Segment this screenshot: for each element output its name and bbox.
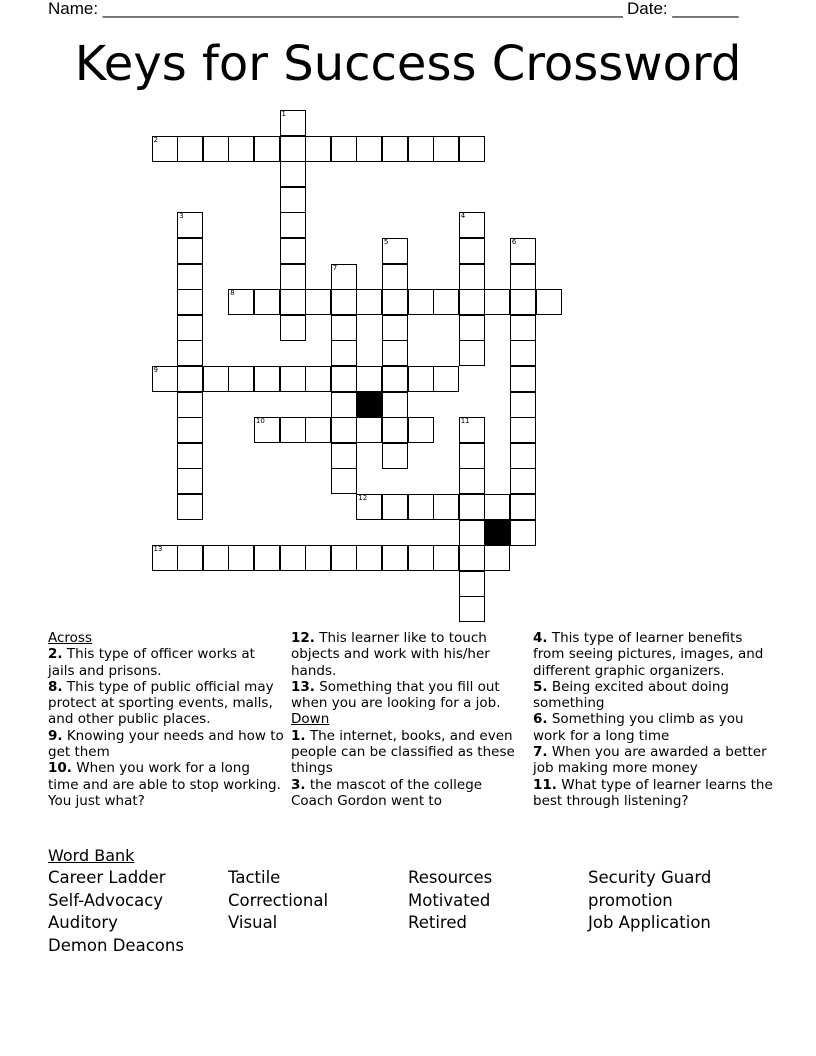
crossword-cell[interactable] [510, 366, 536, 392]
crossword-cell[interactable] [331, 545, 357, 571]
crossword-cell[interactable] [177, 238, 203, 264]
clue-number: 4. [533, 630, 548, 646]
crossword-cell[interactable] [356, 417, 382, 443]
crossword-cell[interactable] [510, 443, 536, 469]
crossword-cell[interactable] [433, 289, 459, 315]
crossword-cell[interactable] [459, 212, 485, 238]
crossword-cell[interactable] [280, 110, 306, 136]
crossword-cell[interactable] [459, 136, 485, 162]
crossword-cell[interactable] [459, 468, 485, 494]
crossword-cell[interactable] [177, 545, 203, 571]
crossword-cell[interactable] [331, 392, 357, 418]
crossword-cell[interactable] [433, 494, 459, 520]
crossword-cell[interactable] [305, 366, 331, 392]
crossword-cell[interactable] [177, 264, 203, 290]
word-bank-item: Self-Advocacy [48, 890, 164, 910]
clue-number: 3. [291, 776, 306, 793]
crossword-cell[interactable] [510, 238, 536, 264]
crossword-cell[interactable] [177, 443, 203, 469]
crossword-cell[interactable] [280, 161, 306, 187]
crossword-cell[interactable] [203, 366, 229, 392]
crossword-cell[interactable] [459, 289, 485, 315]
crossword-cell[interactable] [203, 545, 229, 571]
clue-number: 5. [533, 678, 548, 695]
clues-column-1 [48, 630, 284, 809]
crossword-cell[interactable] [305, 136, 331, 162]
crossword-cell[interactable] [331, 315, 357, 341]
clue-down-11 [533, 777, 773, 810]
cell-number: 5 [383, 237, 389, 246]
crossword-cell[interactable] [152, 366, 178, 392]
crossword-cell[interactable] [433, 545, 459, 571]
clues-column-2 [291, 630, 525, 809]
crossword-cell[interactable] [510, 392, 536, 418]
clue-across-2 [48, 646, 284, 679]
clue-across-8 [48, 679, 284, 728]
crossword-cell[interactable] [408, 289, 434, 315]
crossword-cell[interactable] [459, 520, 485, 546]
crossword-cell[interactable] [408, 494, 434, 520]
clue-across-12 [291, 630, 525, 679]
crossword-cell[interactable] [382, 238, 408, 264]
clue-down-7 [533, 744, 773, 777]
clue-text: What type of learner learns the best through listening? [533, 776, 773, 809]
word-bank-item: Tactile [228, 868, 281, 887]
cell-number: 12 [358, 493, 368, 502]
clue-text: This learner like to touch objects and work with his/her hands. [291, 630, 490, 679]
cell-number: 3 [179, 212, 184, 221]
crossword-cell[interactable] [459, 238, 485, 264]
crossword-cell[interactable] [280, 315, 306, 341]
crossword-cell[interactable] [305, 417, 331, 443]
crossword-cell[interactable] [254, 289, 280, 315]
crossword-cell[interactable] [356, 366, 382, 392]
crossword-cell[interactable] [280, 238, 306, 264]
clue-across-9 [48, 728, 284, 761]
clue-text: The internet, books, and even people can be classified as these things [291, 727, 515, 777]
clue-text: This type of officer works at jails and prisons. [48, 646, 255, 679]
crossword-cell[interactable] [152, 136, 178, 162]
black-cell [356, 392, 382, 418]
cell-number: 4 [460, 212, 466, 221]
crossword-cell[interactable] [382, 545, 408, 571]
crossword-cell[interactable] [203, 136, 229, 162]
crossword-cell[interactable] [228, 136, 254, 162]
crossword-cell[interactable] [331, 443, 357, 469]
name-field[interactable]: Name: _______________________________________________________ [48, 0, 623, 18]
clue-number: 9. [48, 727, 63, 744]
crossword-cell[interactable] [254, 417, 280, 443]
crossword-cell[interactable] [177, 136, 203, 162]
crossword-cell[interactable] [254, 136, 280, 162]
crossword-cell[interactable] [228, 289, 254, 315]
crossword-cell[interactable] [484, 494, 510, 520]
clue-number: 10. [48, 760, 72, 777]
clue-number: 12. [291, 630, 315, 646]
clue-text: the mascot of the college Coach Gordon went to [291, 776, 483, 809]
crossword-cell[interactable] [331, 136, 357, 162]
word-bank-item: Visual [228, 913, 278, 933]
cell-number: 11 [460, 417, 470, 426]
crossword-cell[interactable] [331, 366, 357, 392]
crossword-cell[interactable] [177, 340, 203, 366]
crossword-cell[interactable] [382, 340, 408, 366]
crossword-cell[interactable] [510, 468, 536, 494]
cell-number: 7 [332, 263, 338, 272]
word-bank-title: Word Bank [48, 846, 135, 865]
crossword-cell[interactable] [408, 417, 434, 443]
crossword-cell[interactable] [177, 494, 203, 520]
crossword-cell[interactable] [484, 545, 510, 571]
clue-text: Knowing your needs and how to get them [48, 727, 284, 761]
word-bank-item: Auditory [48, 913, 118, 933]
clue-text: Something that you fill out when you are looking for a job. [291, 678, 501, 712]
crossword-cell[interactable] [433, 136, 459, 162]
word-bank-item: Correctional [228, 890, 329, 910]
crossword-cell[interactable] [382, 136, 408, 162]
clue-number: 1. [291, 727, 306, 744]
word-bank-item: Retired [408, 913, 467, 933]
across-heading: Across [48, 630, 93, 646]
word-bank [48, 846, 788, 957]
crossword-cell[interactable] [280, 264, 306, 290]
word-bank-item: Demon Deacons [48, 935, 184, 955]
crossword-cell[interactable] [459, 315, 485, 341]
clue-text: When you work for a long time and are able to stop working. You just what? [48, 760, 281, 809]
crossword-cell[interactable] [382, 494, 408, 520]
clue-number: 6. [533, 711, 548, 728]
clue-text: When you are awarded a better job making more money [533, 744, 767, 777]
cell-number: 10 [255, 417, 265, 426]
crossword-cell[interactable] [152, 545, 178, 571]
crossword-cell[interactable] [177, 212, 203, 238]
clue-number: 8. [48, 678, 63, 695]
crossword-cell[interactable] [459, 264, 485, 290]
crossword-cell[interactable] [536, 289, 562, 315]
clue-down-6 [533, 711, 773, 744]
crossword-cell[interactable] [510, 289, 536, 315]
down-heading: Down [291, 711, 330, 728]
crossword-cell[interactable] [382, 443, 408, 469]
crossword-cell[interactable] [459, 571, 485, 597]
cell-number: 13 [153, 545, 163, 554]
word-bank-item: Job Application [588, 913, 711, 933]
crossword-cell[interactable] [510, 494, 536, 520]
clue-text: This type of public official may protect at sporting events, malls, and other public places. [48, 678, 274, 728]
crossword-cell[interactable] [280, 545, 306, 571]
crossword-cell[interactable] [408, 366, 434, 392]
date-field[interactable]: Date: _______ [627, 0, 739, 18]
crossword-cell[interactable] [280, 417, 306, 443]
crossword-cell[interactable] [510, 264, 536, 290]
crossword-cell[interactable] [177, 468, 203, 494]
crossword-cell[interactable] [459, 545, 485, 571]
crossword-cell[interactable] [280, 366, 306, 392]
crossword-cell[interactable] [382, 392, 408, 418]
crossword-cell[interactable] [459, 494, 485, 520]
crossword-cell[interactable] [177, 289, 203, 315]
crossword-cell[interactable] [382, 417, 408, 443]
crossword-cell[interactable] [510, 520, 536, 546]
clue-down-4 [533, 630, 773, 679]
clue-number: 2. [48, 646, 63, 663]
crossword-cell[interactable] [382, 366, 408, 392]
crossword-cell[interactable] [254, 545, 280, 571]
word-bank-item: Motivated [408, 890, 491, 910]
crossword-cell[interactable] [331, 289, 357, 315]
word-bank-item: Resources [408, 868, 493, 887]
crossword-cell[interactable] [459, 443, 485, 469]
crossword-cell[interactable] [228, 545, 254, 571]
crossword-cell[interactable] [280, 187, 306, 213]
clue-number: 7. [533, 744, 548, 761]
word-bank-item: Security Guard [588, 868, 712, 887]
crossword-cell[interactable] [177, 392, 203, 418]
crossword-cell[interactable] [356, 136, 382, 162]
clue-number: 11. [533, 776, 557, 793]
crossword-cell[interactable] [510, 340, 536, 366]
clue-across-10 [48, 760, 284, 809]
crossword-cell[interactable] [510, 315, 536, 341]
crossword-cell[interactable] [382, 264, 408, 290]
crossword-cell[interactable] [510, 417, 536, 443]
crossword-cell[interactable] [280, 289, 306, 315]
page-title: Keys for Success Crossword [74, 36, 742, 92]
crossword-cell[interactable] [305, 545, 331, 571]
crossword-cell[interactable] [356, 494, 382, 520]
black-cell [484, 520, 510, 546]
crossword-cell[interactable] [177, 417, 203, 443]
crossword-cell[interactable] [408, 545, 434, 571]
crossword-cell[interactable] [228, 366, 254, 392]
crossword-cell[interactable] [177, 315, 203, 341]
crossword-cell[interactable] [254, 366, 280, 392]
crossword-cell[interactable] [408, 136, 434, 162]
crossword-cell[interactable] [382, 315, 408, 341]
cell-number: 6 [511, 237, 517, 246]
clue-down-5 [533, 679, 773, 712]
cell-number: 1 [281, 109, 286, 118]
clue-number: 13. [291, 678, 315, 695]
word-bank-item: Career Ladder [48, 868, 166, 887]
crossword-cell[interactable] [356, 545, 382, 571]
crossword-cell[interactable] [280, 212, 306, 238]
crossword-cell[interactable] [433, 366, 459, 392]
crossword-cell[interactable] [459, 417, 485, 443]
word-bank-item: promotion [588, 890, 673, 910]
cell-number: 8 [230, 289, 235, 298]
crossword-cell[interactable] [331, 340, 357, 366]
crossword-cell[interactable] [331, 468, 357, 494]
crossword-cell[interactable] [356, 289, 382, 315]
crossword-cell[interactable] [331, 417, 357, 443]
crossword-cell[interactable] [459, 596, 485, 622]
cell-number: 9 [153, 365, 158, 374]
crossword-cell[interactable] [305, 289, 331, 315]
clue-text: Something you climb as you work for a long time [533, 711, 744, 744]
word-bank-list [48, 867, 788, 957]
crossword-cell[interactable] [484, 289, 510, 315]
crossword-cell[interactable] [459, 340, 485, 366]
cell-number: 2 [153, 135, 158, 144]
clue-down-1 [291, 728, 525, 777]
crossword-cell[interactable] [382, 289, 408, 315]
clue-text: Being excited about doing something [533, 678, 729, 712]
crossword-cell[interactable] [177, 366, 203, 392]
clues-column-3 [533, 630, 773, 809]
clue-across-13 [291, 679, 525, 712]
clue-down-3 [291, 777, 525, 810]
crossword-cell[interactable] [280, 136, 306, 162]
clue-text: This type of learner benefits from seeing pictures, images, and different graphic organizers. [533, 630, 764, 679]
crossword-cell[interactable] [331, 264, 357, 290]
